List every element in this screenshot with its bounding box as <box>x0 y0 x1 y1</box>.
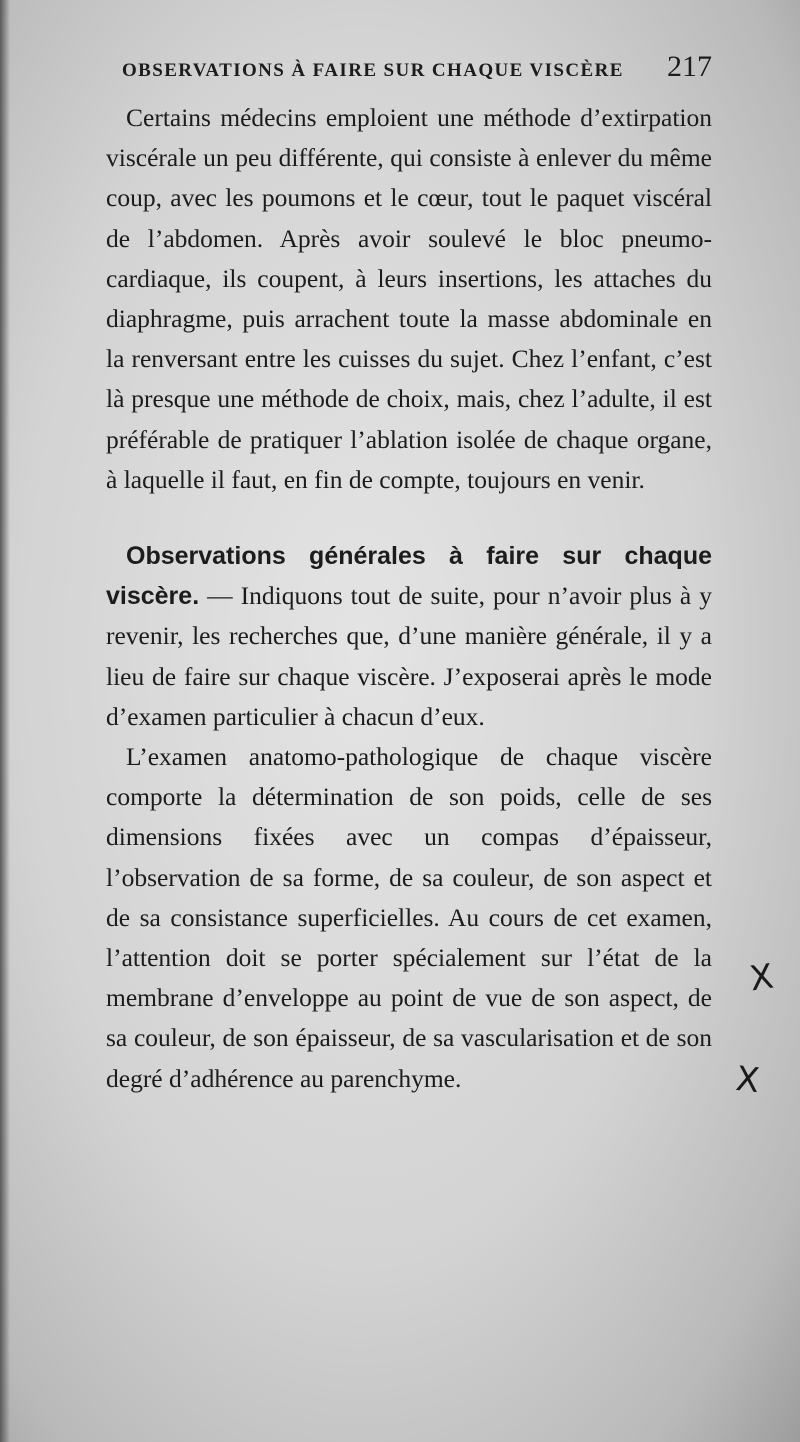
margin-cross-mark: X <box>733 1058 762 1102</box>
page-header <box>122 50 712 90</box>
page-number: 217 <box>667 50 712 83</box>
paragraph-general-observations-text: — Indiquons tout de suite, pour n’avoir plus à y revenir, les recherches que, d’une manière générale, il y a lieu de faire sur chaque viscère. J’exposerai après le mode d’examen particulier à chacun d’eux. <box>106 581 712 731</box>
paragraph-extirpation-method: Certains médecins emploient une méthode d’extirpation viscérale un peu différente, qui consiste à enlever du même coup, avec les poumons et le cœur, tout le paquet viscéral de l’abdomen. Après avoir soulevé le bloc pneumo-cardiaque, ils coupent, à leurs insertions, les attaches du diaphragme, puis arrachent toute la masse abdominale en la renversant entre les cuisses du sujet. Chez l’enfant, c’est là presque une méthode de choix, mais, chez l’adulte, il est préférable de pratiquer l’ablation isolée de chaque organe, à laquelle il faut, en fin de compte, toujours en venir. <box>106 103 712 494</box>
paragraph-anatomo-pathological-exam: L’examen anatomo-pathologique de chaque viscère comporte la détermination de son poids, celle de ses dimensions fixées avec un compas d’épaisseur, l’observation de sa forme, de sa couleur, de son aspect et de sa consistance superficielles. Au cours de cet examen, l’attention doit se porter spécialement sur l’état de la membrane d’enveloppe au point de vue de son aspect, de sa couleur, de son épaisseur, de sa vascularisation et de son degré d’adhérence au parenchyme. <box>106 742 712 1093</box>
margin-cross-mark: X <box>747 956 776 1000</box>
section-title: Observations générales à faire sur chaque viscère. <box>106 542 712 611</box>
running-head: OBSERVATIONS À FAIRE SUR CHAQUE VISCÈRE <box>122 60 624 81</box>
body-text <box>106 98 712 1099</box>
paragraph-general-observations <box>106 536 712 737</box>
page-edge-shadow <box>0 0 10 1442</box>
